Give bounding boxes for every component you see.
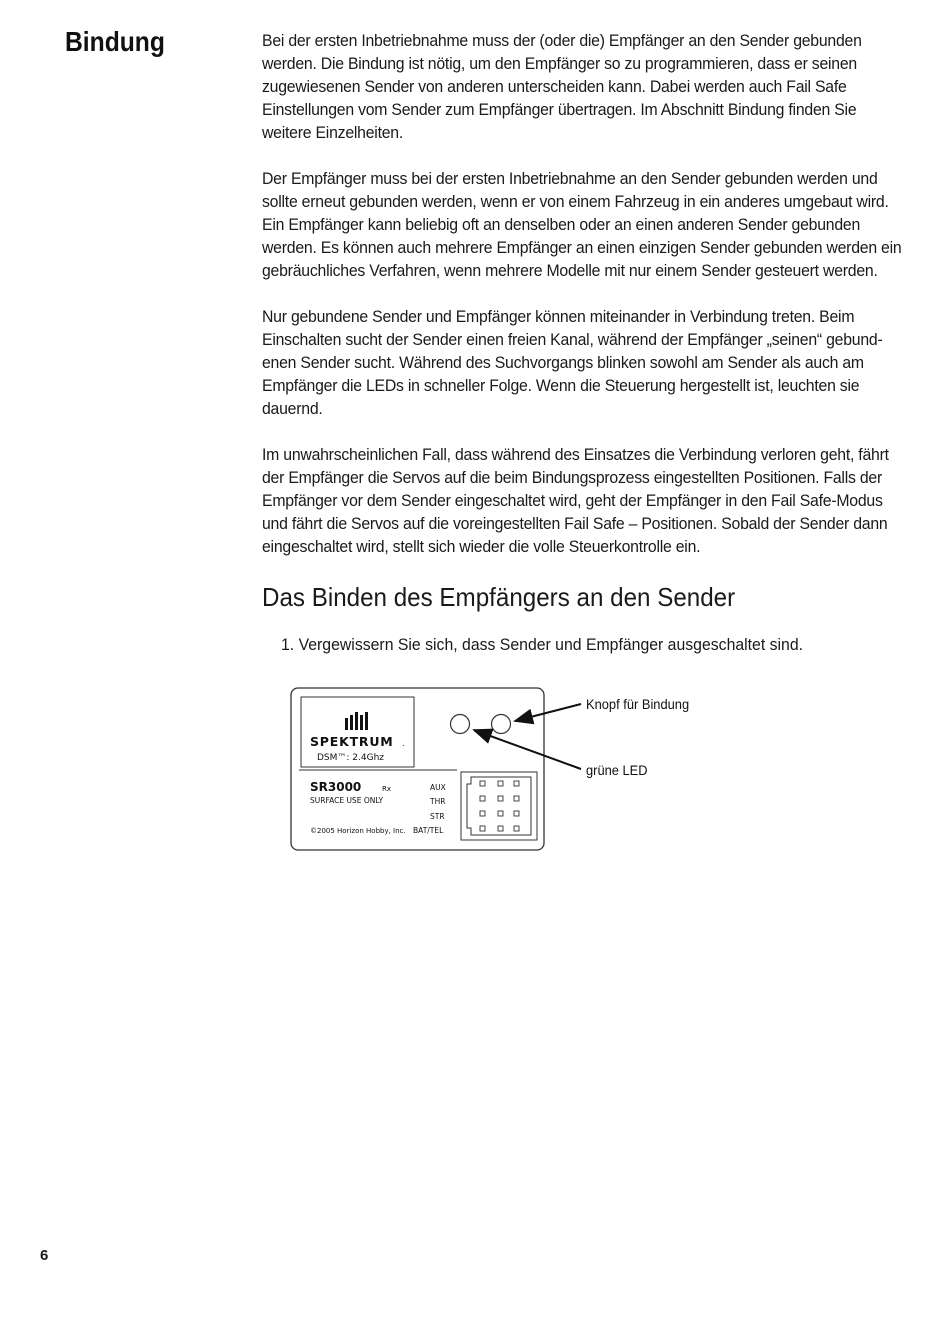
band-label: DSM™: 2.4Ghz bbox=[317, 753, 385, 763]
paragraph-2: Der Empfänger muss bei der ersten Inbetriebnahme an den Sender gebunden werden und sollte erneut gebunden werden, wenn er von einem Fahrzeug in ein anderes umgebaut wird. Ein Empfänger kann beliebig oft an denselben oder an einen anderen Sender gebunden werden. Es können auch mehrere Empfänger an einen einzigen Sender gebunden werden ein gebräuchliches Verfahren, wenn mehrere Modelle mit nur einem Sender gesteuert werden. bbox=[262, 169, 902, 280]
main-content bbox=[262, 29, 902, 656]
svg-text:Rx: Rx bbox=[382, 785, 392, 793]
section-heading: Das Binden des Empfängers an den Sender bbox=[262, 582, 736, 612]
section-side-title: Bindung bbox=[65, 26, 165, 57]
paragraph-1: Bei der ersten Inbetriebnahme muss der (oder die) Empfänger an den Sender gebunden werden. Die Bindung ist nötig, um den Empfänger so zu programmieren, dass er seinen zugewiesenen Sender von anderen unterscheiden kann. Dabei werden auch Fail Safe Einstellungen vom Sender zum Empfänger übertragen. Im Abschnitt Bindung finden Sie weitere Einzelheiten. bbox=[262, 31, 862, 142]
brand-label: SPEKTRUM bbox=[310, 734, 394, 749]
green-led bbox=[451, 715, 470, 734]
port-label-thr: THR bbox=[430, 797, 446, 806]
page-number: 6 bbox=[40, 1247, 49, 1264]
receiver-diagram bbox=[285, 680, 725, 860]
usage-label: SURFACE USE ONLY bbox=[310, 796, 384, 805]
port-label-str: STR bbox=[430, 812, 445, 821]
svg-text:.: . bbox=[402, 739, 405, 748]
callout-green-led: grüne LED bbox=[586, 762, 648, 778]
port-label-aux: AUX bbox=[430, 783, 446, 792]
model-label: SR3000 bbox=[310, 780, 362, 794]
paragraph-4: Im unwahrscheinlichen Fall, dass während des Einsatzes die Verbindung verloren geht, fährt der Empfänger die Servos auf die beim Bindungsprozess eingestellten Positionen. Falls der Empfänger vor dem Sender eingeschaltet wird, geht der Empfänger in den Fail Safe-Modus und fährt die Servos auf die voreingestellten Fail Safe – Positionen. Sobald der Sender dann eingeschaltet wird, stellt sich wieder die volle Steuerkontrolle ein. bbox=[262, 445, 889, 556]
copyright-label: ©2005 Horizon Hobby, Inc. bbox=[310, 827, 406, 835]
bind-button bbox=[492, 715, 511, 734]
step-1: 1. Vergewissern Sie sich, dass Sender und Empfänger ausgeschaltet sind. bbox=[281, 635, 804, 654]
callout-bind-button: Knopf für Bindung bbox=[586, 696, 690, 712]
port-label-bat: BAT/TEL bbox=[413, 826, 444, 835]
paragraph-3: Nur gebundene Sender und Empfänger können miteinander in Verbindung treten. Beim Einschalten sucht der Sender einen freien Kanal, während der Empfänger „seinen“ gebund-enen Sender sucht. Während des Suchvorgangs blinken sowohl am Sender als auch am Empfänger die LEDs in schneller Folge. Wenn die Steuerung hergestellt ist, leuchten sie dauernd. bbox=[262, 307, 883, 418]
